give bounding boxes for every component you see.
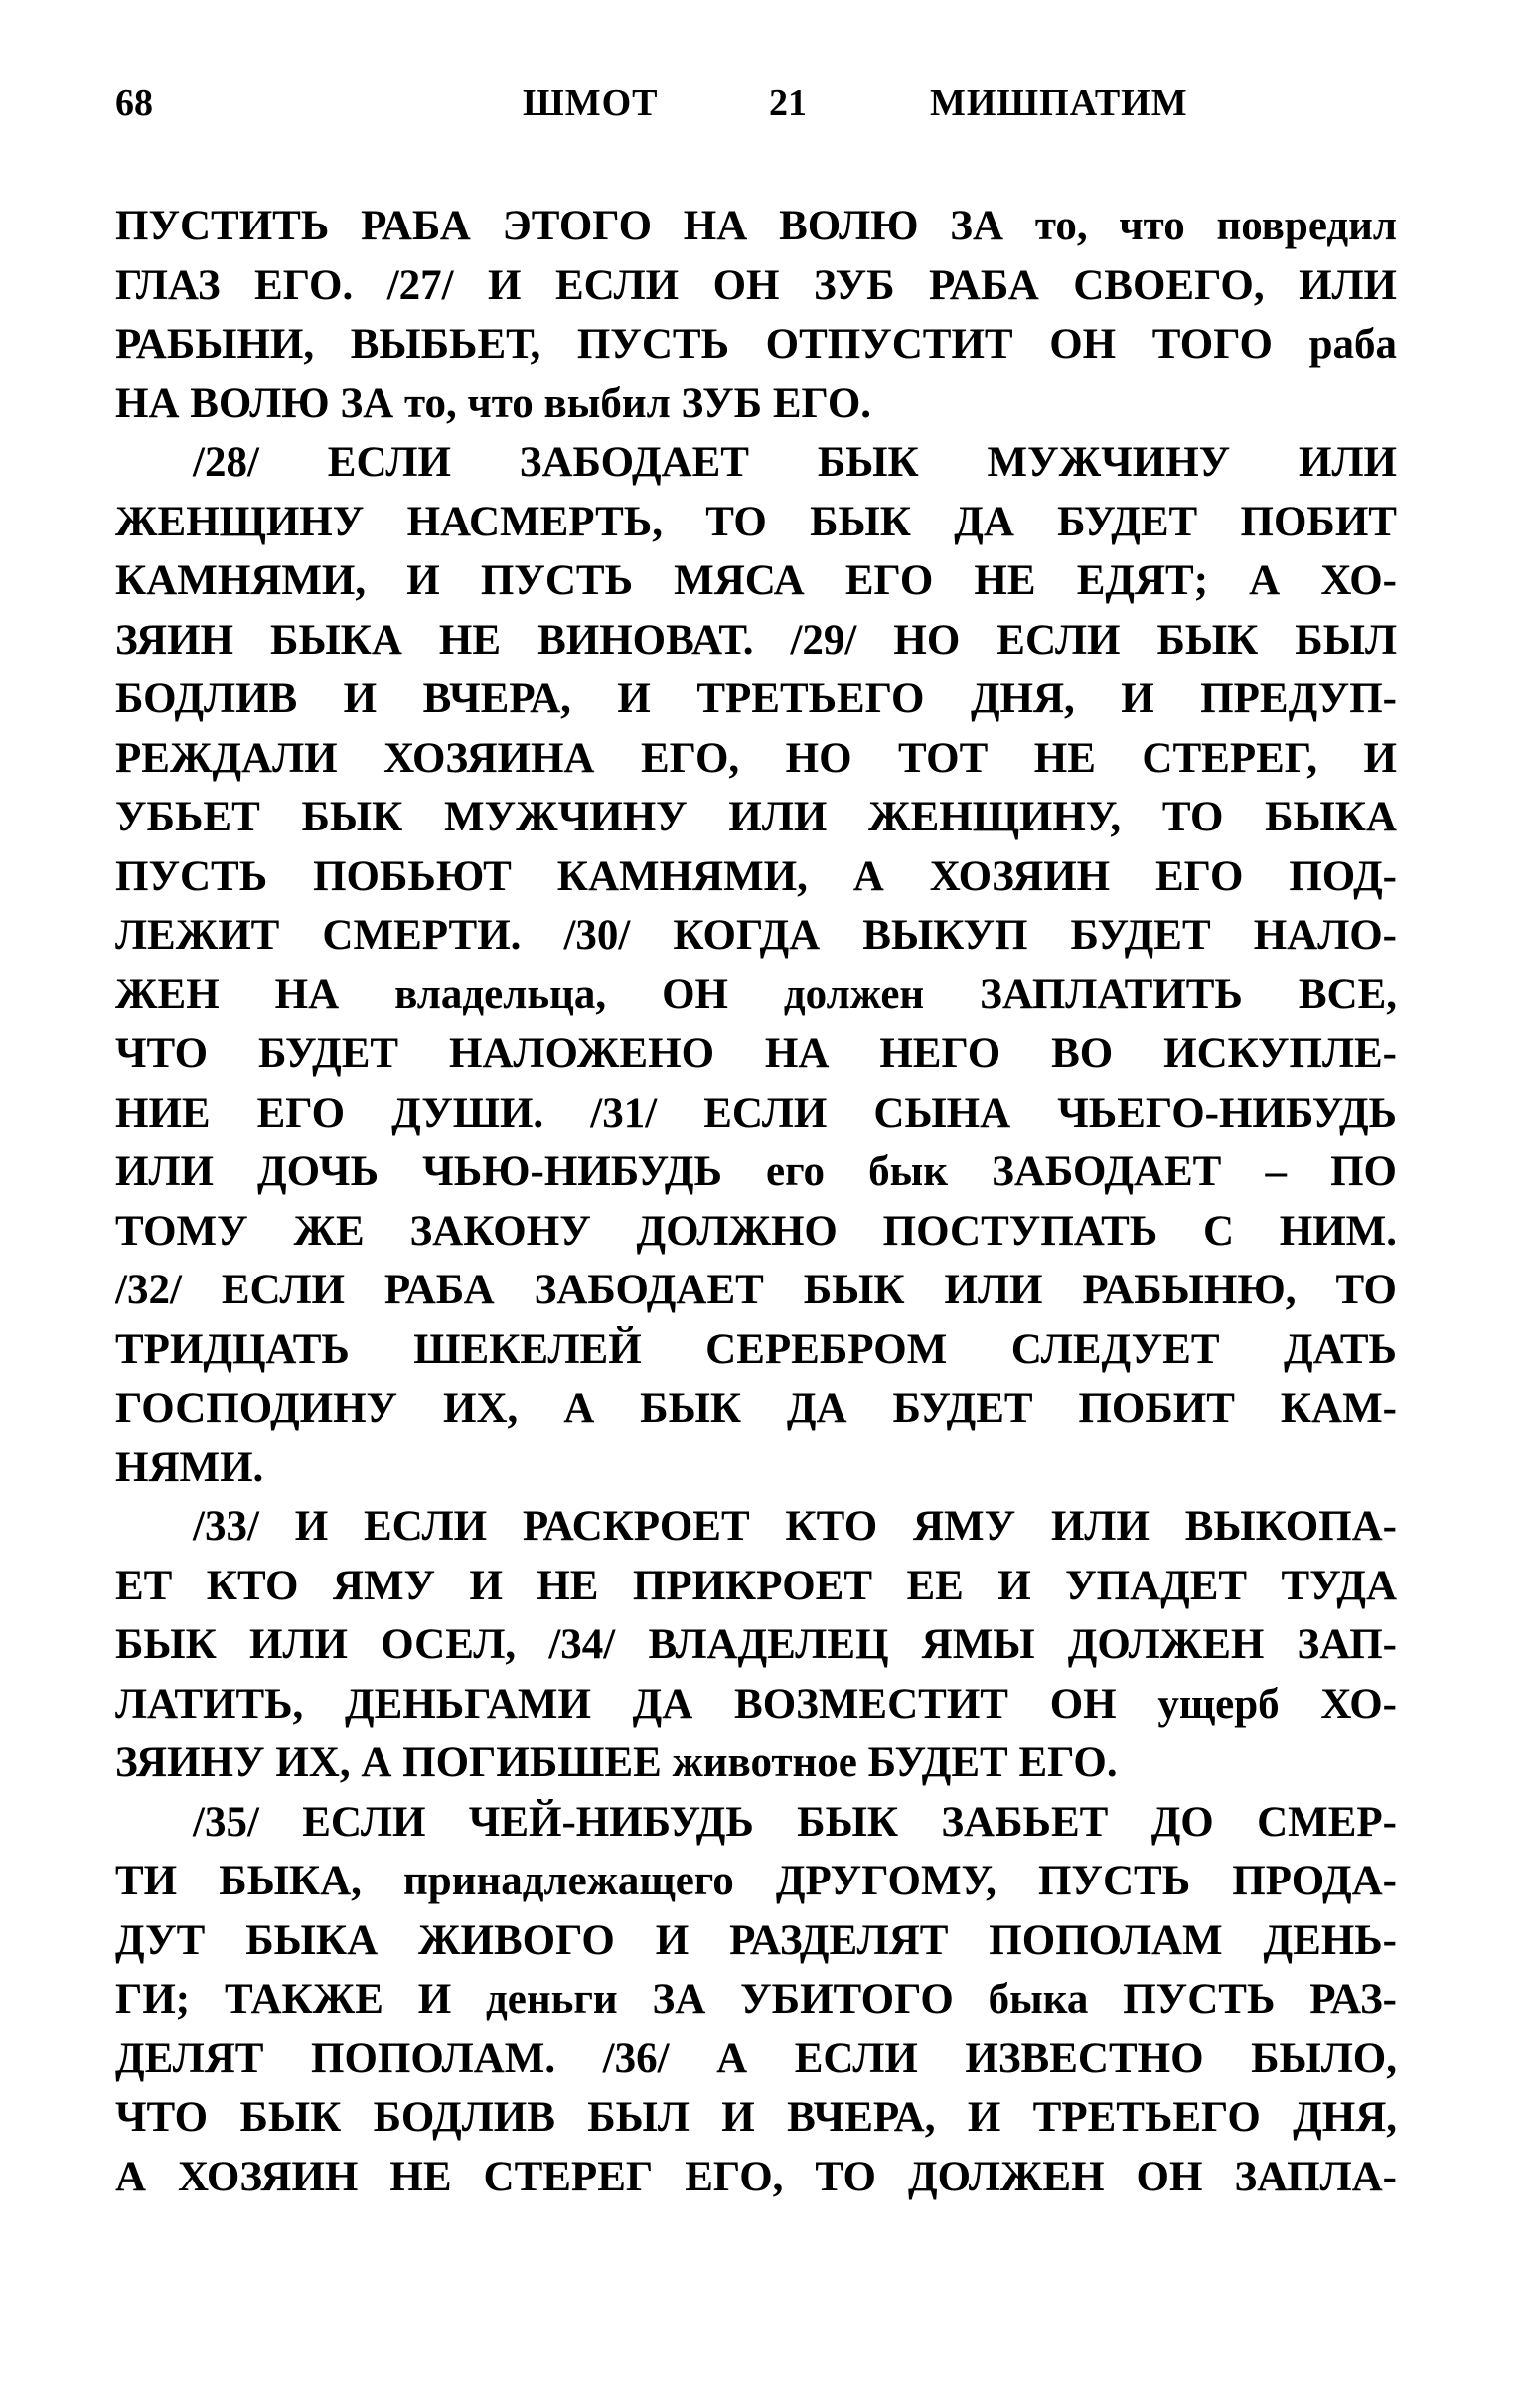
text-line: ТРИДЦАТЬ ШЕКЕЛЕЙ СЕРЕБРОМ СЛЕДУЕТ ДАТЬ (115, 1325, 1397, 1373)
portion-name: МИШПАТИМ (930, 82, 1188, 124)
text-line: ЛЕЖИТ СМЕРТИ. /30/ КОГДА ВЫКУП БУДЕТ НАЛО- (115, 912, 1397, 959)
text-line: ЧТО БУДЕТ НАЛОЖЕНО НА НЕГО ВО ИСКУПЛЕ- (115, 1030, 1397, 1077)
text-line: /33/ И ЕСЛИ РАСКРОЕТ КТО ЯМУ ИЛИ ВЫКОПА- (193, 1503, 1397, 1550)
text-line: ГОСПОДИНУ ИХ, А БЫК ДА БУДЕТ ПОБИТ КАМ- (115, 1385, 1397, 1431)
text-line: КАМНЯМИ, И ПУСТЬ МЯСА ЕГО НЕ ЕДЯТ; А ХО- (115, 557, 1397, 604)
text-line: УБЬЕТ БЫК МУЖЧИНУ ИЛИ ЖЕНЩИНУ, ТО БЫКА (115, 794, 1397, 840)
text-line: НЯМИ. (115, 1443, 264, 1491)
text-line: ЗЯИНУ ИХ, А ПОГИБШЕЕ животное БУДЕТ ЕГО. (115, 1739, 1118, 1786)
text-line: ЖЕН НА владельца, ОН должен ЗАПЛАТИТЬ ВСЕ, (115, 971, 1397, 1018)
text-line: РАБЫНИ, ВЫБЬЕТ, ПУСТЬ ОТПУСТИТ ОН ТОГО раба (115, 321, 1397, 368)
text-line: А ХОЗЯИН НЕ СТЕРЕГ ЕГО, ТО ДОЛЖЕН ОН ЗАПЛА- (115, 2153, 1397, 2200)
text-line: ГИ; ТАКЖЕ И деньги ЗА УБИТОГО быка ПУСТЬ РАЗ- (115, 1976, 1397, 2023)
text-line: ЖЕНЩИНУ НАСМЕРТЬ, ТО БЫК ДА БУДЕТ ПОБИТ (115, 498, 1397, 545)
text-line: НА ВОЛЮ ЗА то, что выбил ЗУБ ЕГО. (115, 379, 872, 427)
text-line: /28/ ЕСЛИ ЗАБОДАЕТ БЫК МУЖЧИНУ ИЛИ (193, 439, 1397, 486)
text-line: ИЛИ ДОЧЬ ЧЬЮ-НИБУДЬ его бык ЗАБОДАЕТ – ПО (115, 1148, 1397, 1195)
text-line: БЫК ИЛИ ОСЕЛ, /34/ ВЛАДЕЛЕЦ ЯМЫ ДОЛЖЕН ЗАП- (115, 1621, 1397, 1668)
text-line: НИЕ ЕГО ДУШИ. /31/ ЕСЛИ СЫНА ЧЬЕГО-НИБУДЬ (115, 1089, 1397, 1136)
text-line: ТОМУ ЖЕ ЗАКОНУ ДОЛЖНО ПОСТУПАТЬ С НИМ. (115, 1207, 1397, 1255)
running-header (115, 81, 1397, 141)
text-line: ЕТ КТО ЯМУ И НЕ ПРИКРОЕТ ЕЕ И УПАДЕТ ТУДА (115, 1562, 1397, 1609)
text-line: ЛАТИТЬ, ДЕНЬГАМИ ДА ВОЗМЕСТИТ ОН ущерб ХО- (115, 1680, 1397, 1728)
text-line: БОДЛИВ И ВЧЕРА, И ТРЕТЬЕГО ДНЯ, И ПРЕДУП- (115, 676, 1397, 722)
text-line: ДУТ БЫКА ЖИВОГО И РАЗДЕЛЯТ ПОПОЛАМ ДЕНЬ- (115, 1916, 1397, 1964)
text-line: /32/ ЕСЛИ РАБА ЗАБОДАЕТ БЫК ИЛИ РАБЫНЮ, ТО (115, 1267, 1397, 1313)
text-line: ТИ БЫКА, принадлежащего ДРУГОМУ, ПУСТЬ ПРОДА- (115, 1858, 1397, 1904)
text-line: ГЛАЗ ЕГО. /27/ И ЕСЛИ ОН ЗУБ РАБА СВОЕГО, ИЛИ (115, 261, 1397, 309)
text-line: ЧТО БЫК БОДЛИВ БЫЛ И ВЧЕРА, И ТРЕТЬЕГО ДНЯ, (115, 2094, 1397, 2141)
book-name: ШМОТ (523, 82, 659, 124)
text-line: /35/ ЕСЛИ ЧЕЙ-НИБУДЬ БЫК ЗАБЬЕТ ДО СМЕР- (193, 1798, 1397, 1846)
text-line: ЗЯИН БЫКА НЕ ВИНОВАТ. /29/ НО ЕСЛИ БЫК БЫЛ (115, 616, 1397, 664)
text-line: РЕЖДАЛИ ХОЗЯИНА ЕГО, НО ТОТ НЕ СТЕРЕГ, И (115, 734, 1397, 782)
text-line: ПУСТИТЬ РАБА ЭТОГО НА ВОЛЮ ЗА то, что повредил (115, 203, 1397, 249)
text-line: ДЕЛЯТ ПОПОЛАМ. /36/ А ЕСЛИ ИЗВЕСТНО БЫЛО, (115, 2034, 1397, 2082)
chapter-number: 21 (769, 82, 807, 124)
page-number: 68 (115, 82, 153, 124)
text-body (115, 197, 1397, 2206)
text-line: ПУСТЬ ПОБЬЮТ КАМНЯМИ, А ХОЗЯИН ЕГО ПОД- (115, 852, 1397, 900)
